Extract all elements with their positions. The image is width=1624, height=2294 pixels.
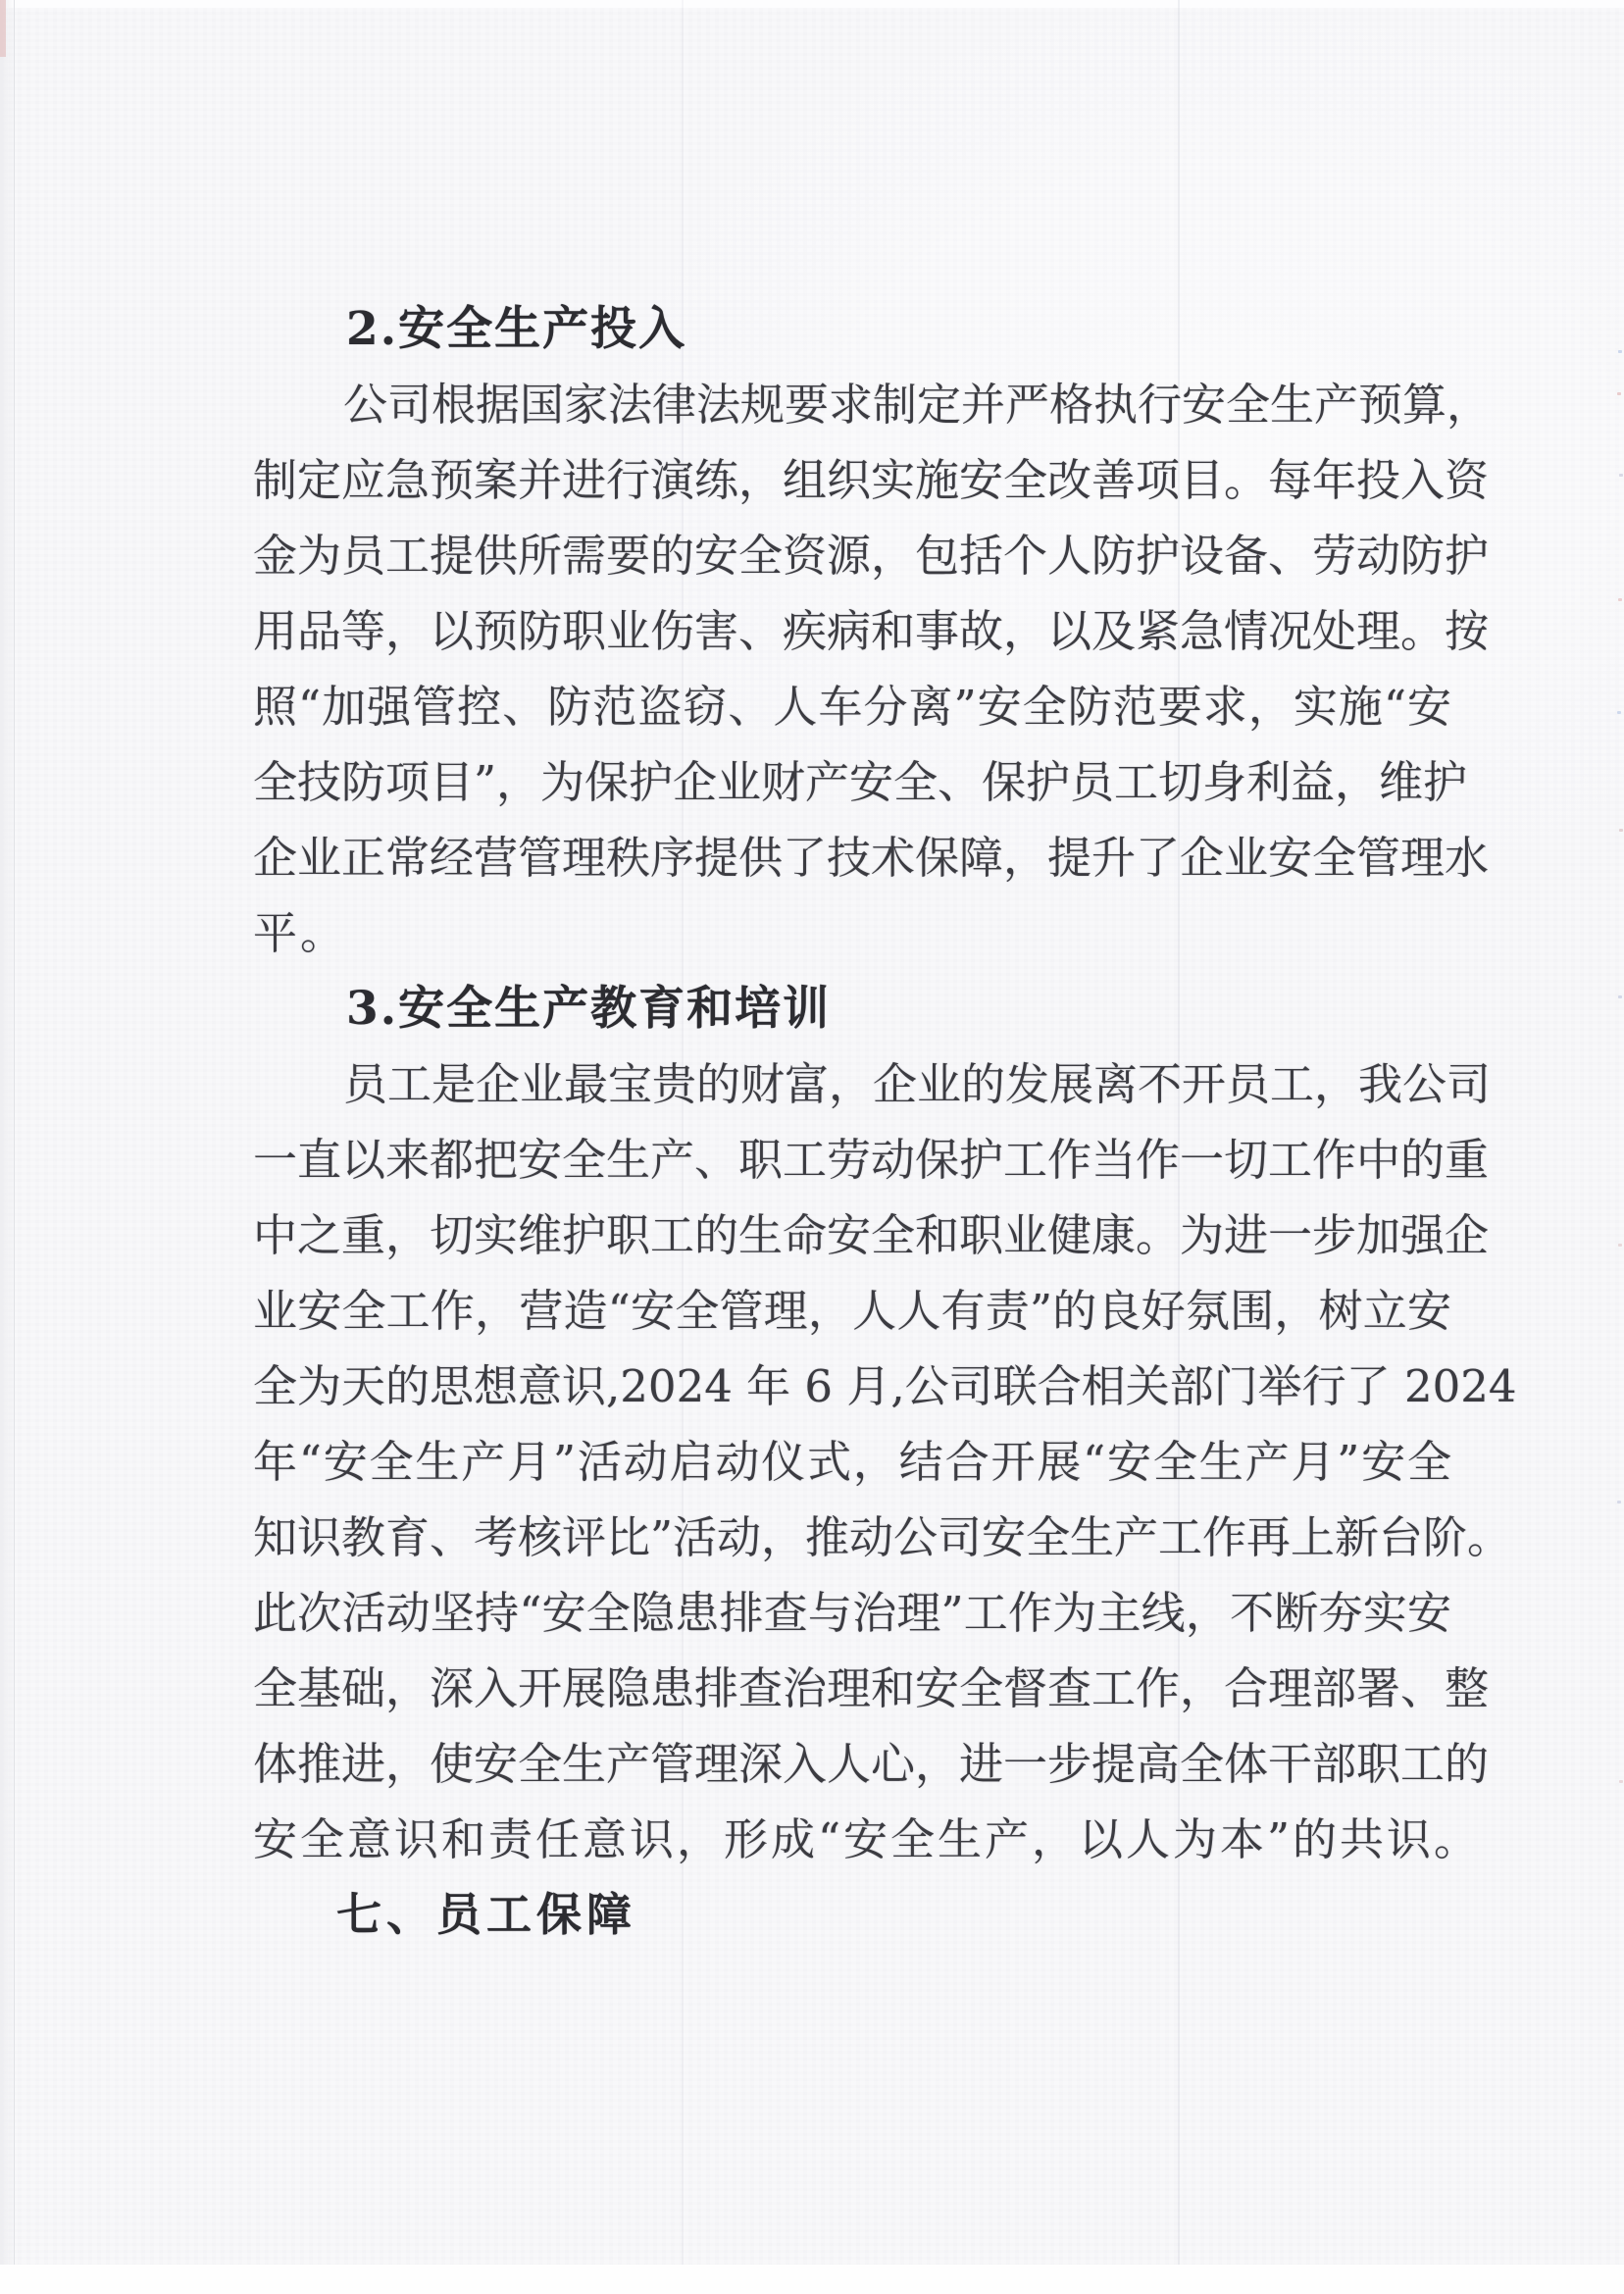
scan-speck <box>1617 392 1621 395</box>
text-line: 制定应急预案并进行演练，组织实施安全改善项目。每年投入资 <box>253 454 1490 506</box>
scan-speck <box>1617 1501 1621 1504</box>
text-line: 业安全工作，营造“安全管理，人人有责”的良好氛围，树立安 <box>253 1285 1451 1337</box>
text-line: 企业正常经营管理秩序提供了技术保障，提升了企业安全管理水 <box>253 832 1490 884</box>
section-heading: 2.安全生产投入 <box>346 302 687 356</box>
scan-left-edge-shadow <box>0 0 15 2294</box>
chapter-heading: 七、员工保障 <box>336 1888 636 1941</box>
text-line: 员工是企业最宝贵的财富，企业的发展离不开员工，我公司 <box>343 1058 1492 1110</box>
text-line: 全为天的思想意识,2024 年 6 月,公司联合相关部门举行了 2024 <box>253 1360 1517 1412</box>
scan-edge-color-fringe <box>0 0 6 57</box>
text-line: 全基础，深入开展隐患排查治理和安全督查工作，合理部署、整 <box>253 1662 1490 1714</box>
section-heading: 3.安全生产教育和培训 <box>346 982 832 1036</box>
text-line: 照“加强管控、防范盗窃、人车分离”安全防范要求，实施“安 <box>253 681 1451 733</box>
scan-speck <box>1619 1780 1623 1783</box>
text-line: 一直以来都把安全生产、职工劳动保护工作当作一切工作中的重 <box>253 1134 1490 1186</box>
text-line: 安全意识和责任意识，形成“安全生产，以人为本”的共识。 <box>253 1813 1482 1865</box>
text-line: 中之重，切实维护职工的生命安全和职业健康。为进一步加强企 <box>253 1209 1490 1261</box>
scan-speck <box>1618 350 1622 353</box>
scan-speck <box>1618 598 1622 601</box>
text-line: 公司根据国家法律法规要求制定并严格执行安全生产预算， <box>343 379 1492 431</box>
scan-speck <box>1618 995 1622 998</box>
scan-speck <box>1619 474 1623 477</box>
text-line: 年“安全生产月”活动启动仪式，结合开展“安全生产月”安全 <box>253 1436 1451 1488</box>
scan-speck <box>1619 829 1623 832</box>
text-line: 此次活动坚持“安全隐患排查与治理”工作为主线，不断夯实安 <box>253 1587 1451 1639</box>
scan-bottom-edge <box>0 2265 1624 2294</box>
scan-top-edge <box>0 0 1624 8</box>
scan-speck <box>1618 1244 1622 1247</box>
scan-speck <box>1617 711 1621 714</box>
text-line: 全技防项目”，为保护企业财产安全、保护员工切身利益，维护 <box>253 756 1468 808</box>
text-line: 体推进，使安全生产管理深入人心，进一步提高全体干部职工的 <box>253 1738 1490 1790</box>
text-line: 金为员工提供所需要的安全资源，包括个人防护设备、劳动防护 <box>253 530 1490 582</box>
text-line: 知识教育、考核评比”活动，推动公司安全生产工作再上新台阶。 <box>253 1511 1512 1563</box>
document-content <box>253 291 1517 1953</box>
text-line: 用品等，以预防职业伤害、疾病和事故，以及紧急情况处理。按 <box>253 605 1490 657</box>
text-line: 平。 <box>253 907 348 959</box>
